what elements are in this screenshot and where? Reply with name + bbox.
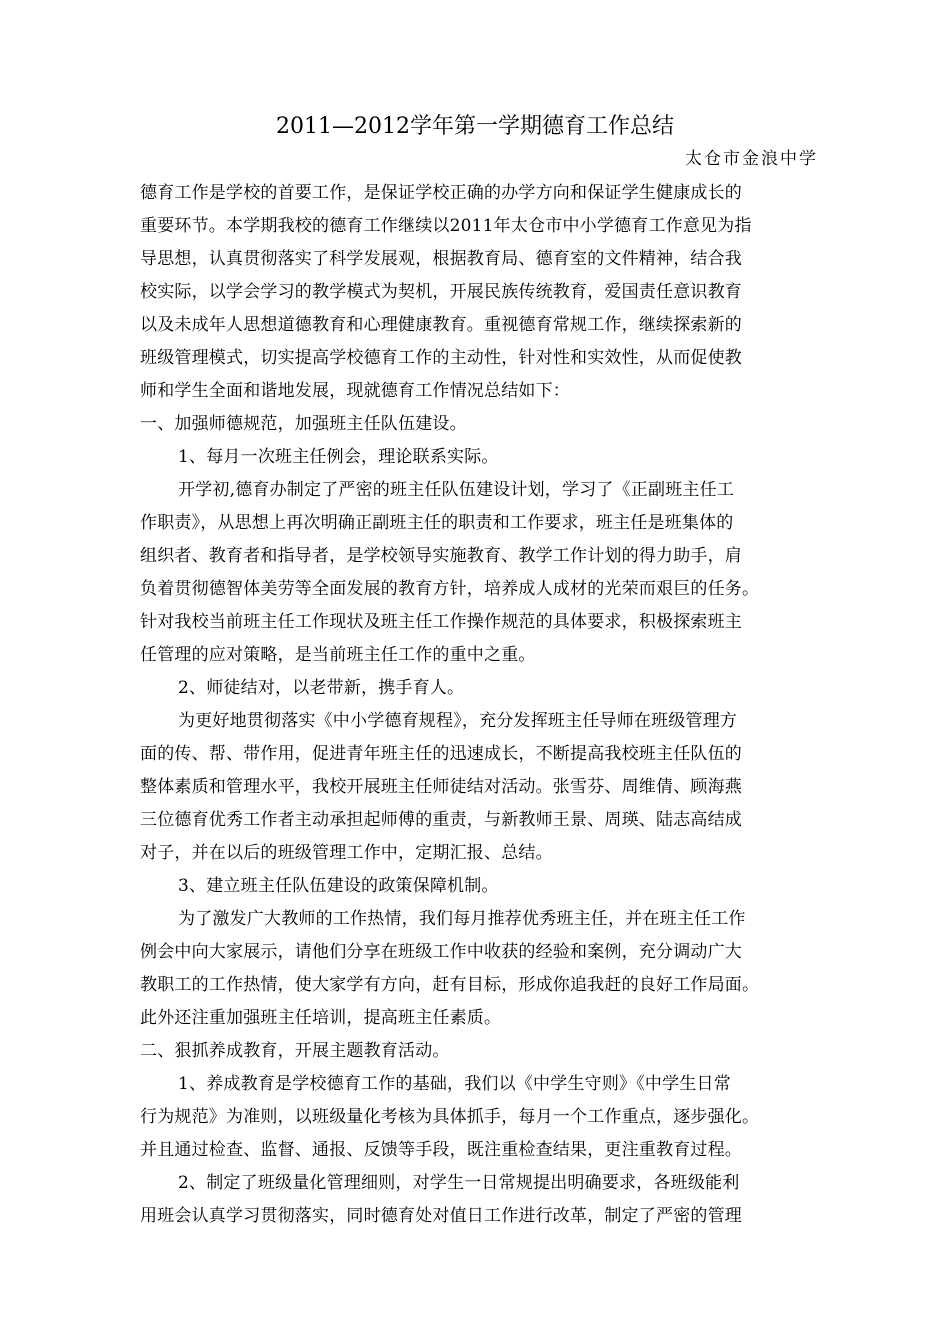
text-line: 校实际，以学会学习的教学模式为契机，开展民族传统教育，爱国责任意识教育 bbox=[140, 282, 742, 302]
text-line: 为了激发广大教师的工作热情，我们每月推荐优秀班主任，并在班主任工作 bbox=[178, 909, 746, 929]
text-line: 为更好地贯彻落实《中小学德育规程》，充分发挥班主任导师在班级管理方 bbox=[178, 711, 738, 731]
text-line: 2、制定了班级量化管理细则，对学生一日常规提出明确要求，各班级能利 bbox=[178, 1173, 740, 1193]
subsection-heading: 1、每月一次班主任例会，理论联系实际。 bbox=[178, 447, 499, 467]
text-line: 师和学生全面和谐地发展，现就德育工作情况总结如下： bbox=[140, 381, 570, 401]
document-title: 2011—2012学年第一学期德育工作总结 bbox=[276, 114, 674, 139]
text-line: 负着贯彻德智体美劳等全面发展的教育方针，培养成人成材的光荣而艰巨的任务。 bbox=[140, 579, 760, 599]
text-line: 导思想，认真贯彻落实了科学发展观，根据教育局、德育室的文件精神，结合我 bbox=[140, 249, 742, 269]
text-line: 三位德育优秀工作者主动承担起师傅的重责，与新教师王景、周瑛、陆志高结成 bbox=[140, 810, 742, 830]
text-line: 行为规范》为准则，以班级量化考核为具体抓手，每月一个工作重点，逐步强化。 bbox=[140, 1107, 760, 1127]
text-line: 组织者、教育者和指导者，是学校领导实施教育、教学工作计划的得力助手，肩 bbox=[140, 546, 742, 566]
section-heading: 二、狠抓养成教育，开展主题教育活动。 bbox=[140, 1041, 450, 1061]
text-line: 此外还注重加强班主任培训，提高班主任素质。 bbox=[140, 1008, 502, 1028]
text-line: 例会中向大家展示，请他们分享在班级工作中收获的经验和案例，充分调动广大 bbox=[140, 942, 742, 962]
text-line: 作职责》，从思想上再次明确正副班主任的职责和工作要求，班主任是班集体的 bbox=[140, 513, 734, 533]
school-name: 太仓市金浪中学 bbox=[685, 149, 818, 169]
subsection-heading: 3、建立班主任队伍建设的政策保障机制。 bbox=[178, 876, 499, 896]
text-line: 并且通过检查、监督、通报、反馈等手段，既注重检查结果，更注重教育过程。 bbox=[140, 1140, 742, 1160]
text-line: 用班会认真学习贯彻落实，同时德育处对值日工作进行改革，制定了严密的管理 bbox=[140, 1206, 742, 1226]
text-line: 整体素质和管理水平，我校开展班主任师徒结对活动。张雪芬、周维倩、顾海燕 bbox=[140, 777, 742, 797]
text-line: 班级管理模式，切实提高学校德育工作的主动性，针对性和实效性，从而促使教 bbox=[140, 348, 742, 368]
text-line: 重要环节。本学期我校的德育工作继续以2011年太仓市中小学德育工作意见为指 bbox=[140, 216, 752, 236]
text-line: 开学初,德育办制定了严密的班主任队伍建设计划，学习了《正副班主任工 bbox=[178, 480, 735, 500]
subsection-heading: 2、师徒结对，以老带新，携手育人。 bbox=[178, 678, 465, 698]
text-line: 对子，并在以后的班级管理工作中，定期汇报、总结。 bbox=[140, 843, 553, 863]
text-line: 以及未成年人思想道德教育和心理健康教育。重视德育常规工作，继续探索新的 bbox=[140, 315, 742, 335]
section-heading: 一、加强师德规范，加强班主任队伍建设。 bbox=[140, 414, 467, 434]
text-line: 针对我校当前班主任工作现状及班主任工作操作规范的具体要求，积极探索班主 bbox=[140, 612, 742, 632]
text-line: 教职工的工作热情，使大家学有方向，赶有目标，形成你追我赶的良好工作局面。 bbox=[140, 975, 760, 995]
text-line: 面的传、帮、带作用，促进青年班主任的迅速成长，不断提高我校班主任队伍的 bbox=[140, 744, 742, 764]
text-line: 任管理的应对策略，是当前班主任工作的重中之重。 bbox=[140, 645, 536, 665]
text-line: 1、养成教育是学校德育工作的基础，我们以《中学生守则》《中学生日常 bbox=[178, 1074, 731, 1094]
text-line: 德育工作是学校的首要工作，是保证学校正确的办学方向和保证学生健康成长的 bbox=[140, 183, 742, 203]
